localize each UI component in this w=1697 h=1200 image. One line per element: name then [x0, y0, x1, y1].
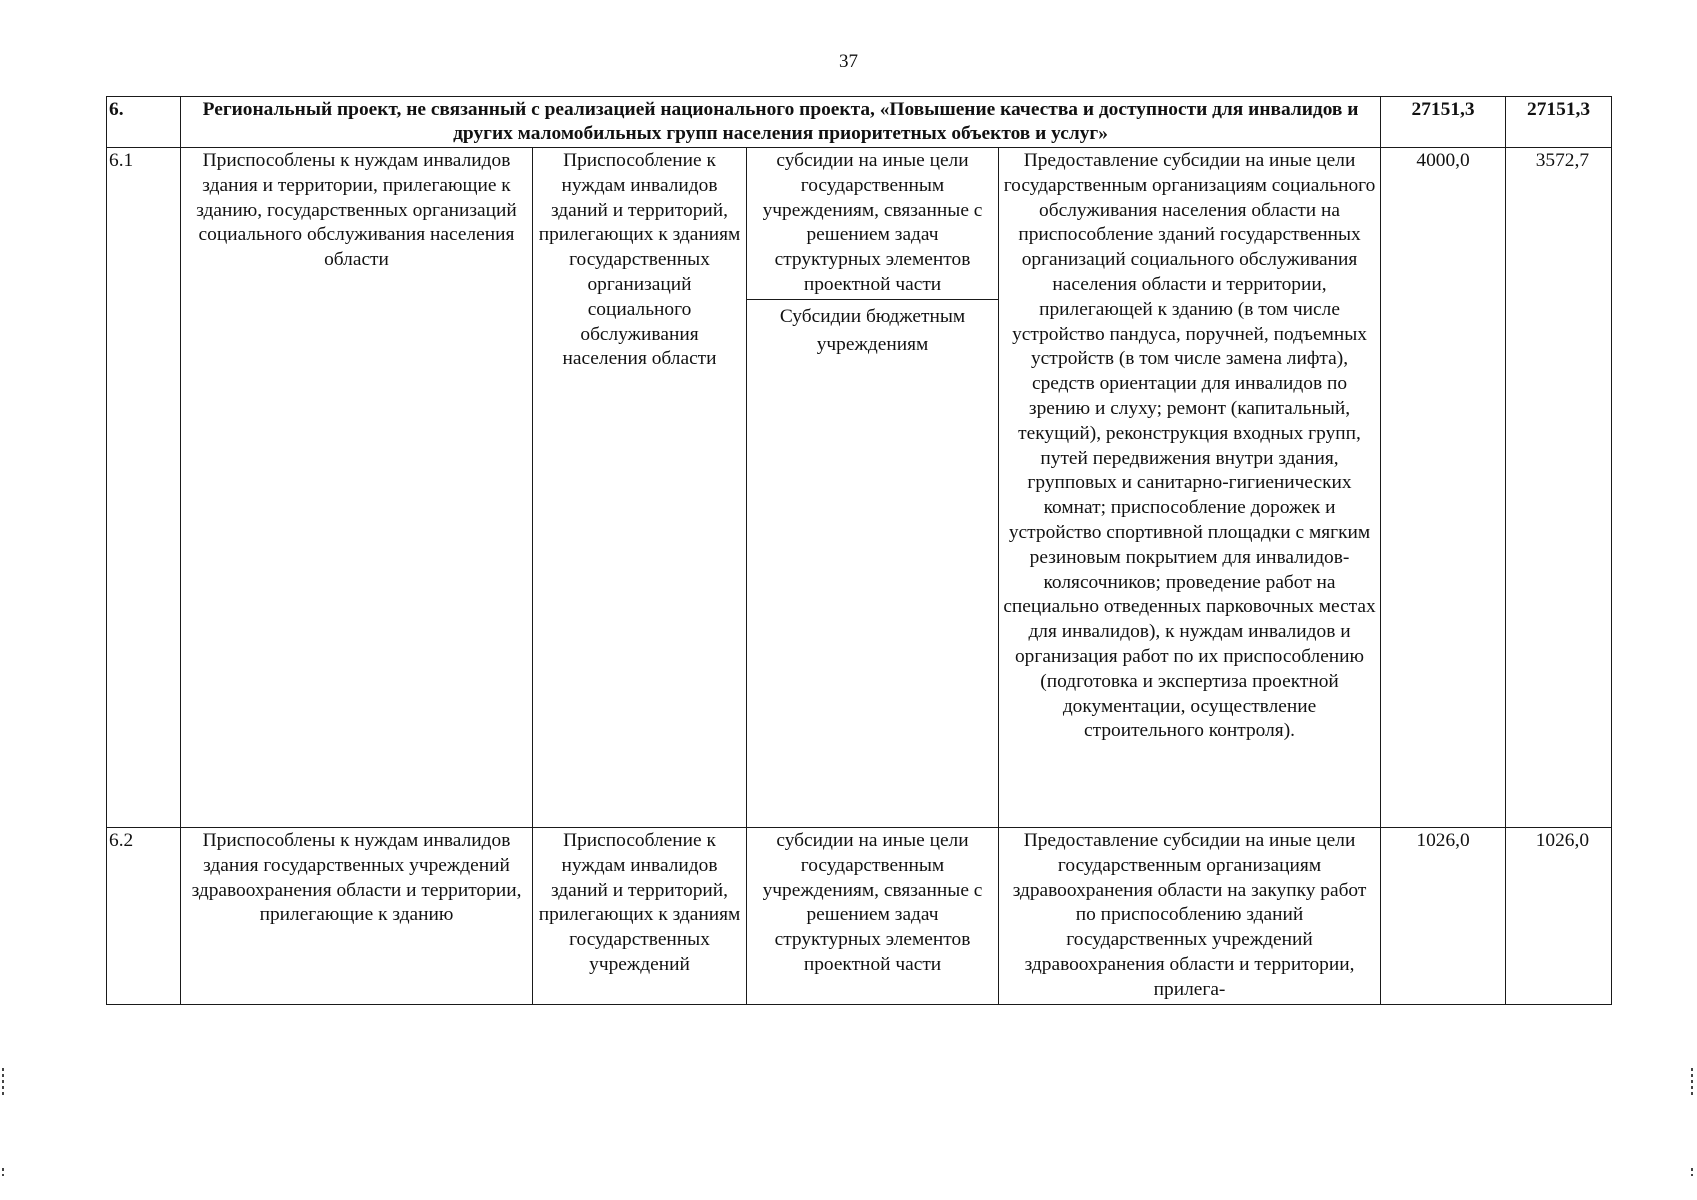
row-amount-planned: 4000,0: [1381, 148, 1506, 828]
section-number: 6.: [107, 97, 181, 148]
page-number: 37: [839, 51, 858, 72]
scan-edge-mark: [2, 1168, 4, 1176]
table-row: [107, 828, 1612, 1005]
row-expense-type-2: Субсидии бюджетным учреждениям: [779, 305, 966, 355]
row-number: 6.1: [107, 148, 181, 828]
section-title: Региональный проект, не связанный с реализацией национального проекта, «Повышение качества и доступности для инвалидов и других маломобильных групп населения приоритетных объектов и услуг»: [181, 97, 1381, 148]
row-amount-planned: 1026,0: [1381, 828, 1506, 1005]
row-measure: Приспособление к нуждам инвалидов зданий и территорий, прилегающих к зданиям государственных учреждений: [533, 828, 747, 1005]
scan-edge-mark: [1691, 1068, 1693, 1098]
row-amount-actual: 1026,0: [1506, 828, 1612, 1005]
row-number: 6.2: [107, 828, 181, 1005]
row-expense-type-1: субсидии на иные цели государственным учреждениям, связанные с решением задач структурных элементов проектной части: [747, 828, 999, 1005]
row-result: Приспособлены к нуждам инвалидов здания государственных учреждений здравоохранения области и территории, прилегающие к зданию: [181, 828, 533, 1005]
row-amount-actual: 3572,7: [1506, 148, 1612, 828]
row-description: Предоставление субсидии на иные цели государственным организациям здравоохранения области на закупку работ по приспособлению зданий государственных учреждений здравоохранения области и территории, прилега-: [999, 828, 1381, 1005]
section-amount-actual: 27151,3: [1506, 97, 1612, 148]
row-description: Предоставление субсидии на иные цели государственным организациям социального обслуживания населения области на приспособление зданий государственных организаций социального обслуживания населения области и территории, прилегающей к зданию (в том числе устройство пандуса, поручней, подъемных устройств (в том числе замена лифта), средств ориентации для инвалидов по зрению и слуху; ремонт (капитальный, текущий), реконструкция входных групп, путей передвижения внутри здания, групповых и санитарно-гигиенических комнат; приспособление дорожек и устройство спортивной площадки с мягким резиновым покрытием для инвалидов-колясочников; проведение работ на специально отведенных парковочных местах для инвалидов), к нуждам инвалидов и организация работ по их приспособлению (подготовка и экспертиза проектной документации, осуществление строительного контроля).: [999, 148, 1381, 828]
program-table: [106, 96, 1612, 1005]
section-row: [107, 97, 1612, 148]
row-result: Приспособлены к нуждам инвалидов здания и территории, прилегающие к зданию, государственных организаций социального обслуживания населения области: [181, 148, 533, 828]
scan-edge-mark: [2, 1068, 4, 1098]
row-expense-type-1: субсидии на иные цели государственным учреждениям, связанные с решением задач структурных элементов проектной части: [747, 149, 998, 300]
scan-edge-mark: [1691, 1168, 1693, 1176]
table-row: [107, 148, 1612, 828]
row-expense-types: [747, 148, 999, 828]
section-amount-planned: 27151,3: [1381, 97, 1506, 148]
row-measure: Приспособление к нуждам инвалидов зданий и территорий, прилегающих к зданиям государственных организаций социального обслуживания населения области: [533, 148, 747, 828]
